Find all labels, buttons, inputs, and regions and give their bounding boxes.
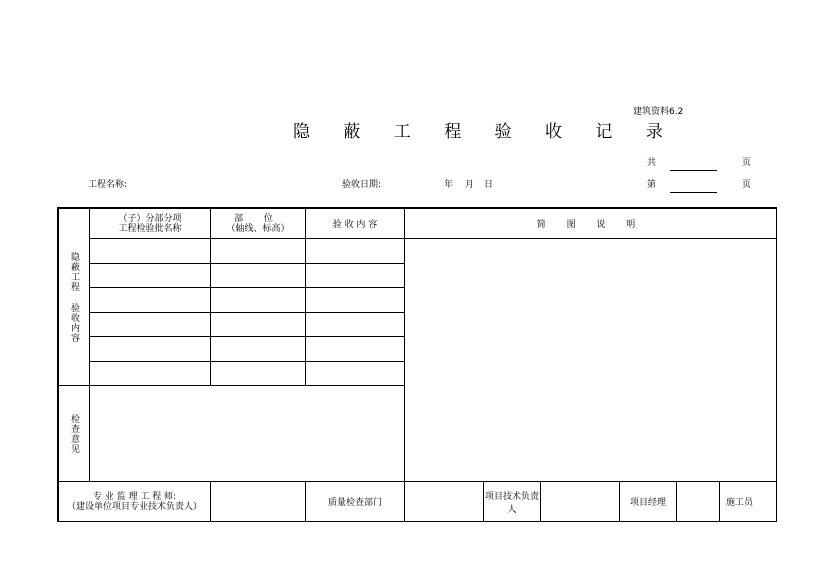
side-label-opinion (59, 386, 90, 482)
row-2-item[interactable] (90, 263, 211, 288)
current-page-field[interactable] (670, 176, 717, 193)
tech-lead-text: 项目技术负责人 (484, 491, 539, 515)
tech-lead-label (484, 482, 541, 522)
header-location-line2: （轴线、标高） (226, 223, 290, 234)
supervisor-label (59, 482, 211, 522)
row-3-item[interactable] (90, 288, 211, 313)
row-6-location[interactable] (211, 361, 306, 386)
header-location-line1: 部 位 (234, 213, 282, 224)
row-1-content[interactable] (306, 239, 405, 264)
supervisor-signature[interactable] (211, 482, 306, 522)
total-pages-unit: 页 (742, 158, 752, 168)
total-pages-field[interactable] (670, 154, 717, 171)
row-1-item[interactable] (90, 239, 211, 264)
row-4-item[interactable] (90, 312, 211, 337)
supervisor-label-line2: （建设单位项目专业技术负责人） (66, 501, 202, 512)
pm-text: 项目经理 (629, 498, 666, 508)
row-1-location[interactable] (211, 239, 306, 264)
date-month: 月 (465, 180, 475, 190)
opinion-area[interactable] (90, 386, 405, 482)
row-3-location[interactable] (211, 288, 306, 313)
date-day: 日 (484, 180, 494, 190)
header-location (211, 209, 306, 239)
row-6-content[interactable] (306, 361, 405, 386)
row-6-item[interactable] (90, 361, 211, 386)
row-2-content[interactable] (306, 263, 405, 288)
sketch-area[interactable] (405, 239, 777, 482)
worker-cell[interactable] (720, 482, 777, 522)
header-sketch (405, 209, 777, 239)
side-label-hidden-work (59, 209, 90, 386)
row-5-location[interactable] (211, 337, 306, 362)
pm-label (620, 482, 677, 522)
header-content-text: 验 收 内 容 (332, 220, 378, 230)
quality-dept-signature[interactable] (405, 482, 484, 522)
row-5-content[interactable] (306, 337, 405, 362)
header-content (306, 209, 405, 239)
total-pages-prefix: 共 (647, 158, 657, 168)
page-title: 隐 蔽 工 程 验 收 记 录 (293, 122, 677, 142)
quality-dept-text: 质量检查部门 (327, 498, 382, 508)
doc-ref: 建筑资料6.2 (633, 107, 684, 117)
row-3-content[interactable] (306, 288, 405, 313)
row-4-content[interactable] (306, 312, 405, 337)
pm-signature[interactable] (677, 482, 720, 522)
inspection-date-label: 验收日期: (342, 180, 382, 190)
inspection-form-table (58, 208, 777, 522)
header-sketch-text: 简 图 说 明 (536, 220, 645, 230)
header-item (90, 209, 211, 239)
date-year: 年 (444, 180, 454, 190)
header-item-line2: 工程检验批名称 (118, 223, 182, 234)
row-2-location[interactable] (211, 263, 306, 288)
tech-lead-signature[interactable] (541, 482, 620, 522)
current-page-unit: 页 (742, 180, 752, 190)
worker-label: 施工员 (726, 498, 754, 508)
current-page-prefix: 第 (647, 180, 657, 190)
row-5-item[interactable] (90, 337, 211, 362)
side-label-opinion-text: 检查意见 (69, 413, 79, 454)
project-name-label: 工程名称: (88, 180, 128, 190)
side-label-hidden-work-text: 隐蔽工程 验收内容 (69, 251, 79, 343)
quality-dept-label (306, 482, 405, 522)
supervisor-label-line1: 专 业 监 理 工 程 师: (92, 491, 177, 502)
header-item-line1: （子）分部分项 (118, 213, 182, 224)
row-4-location[interactable] (211, 312, 306, 337)
